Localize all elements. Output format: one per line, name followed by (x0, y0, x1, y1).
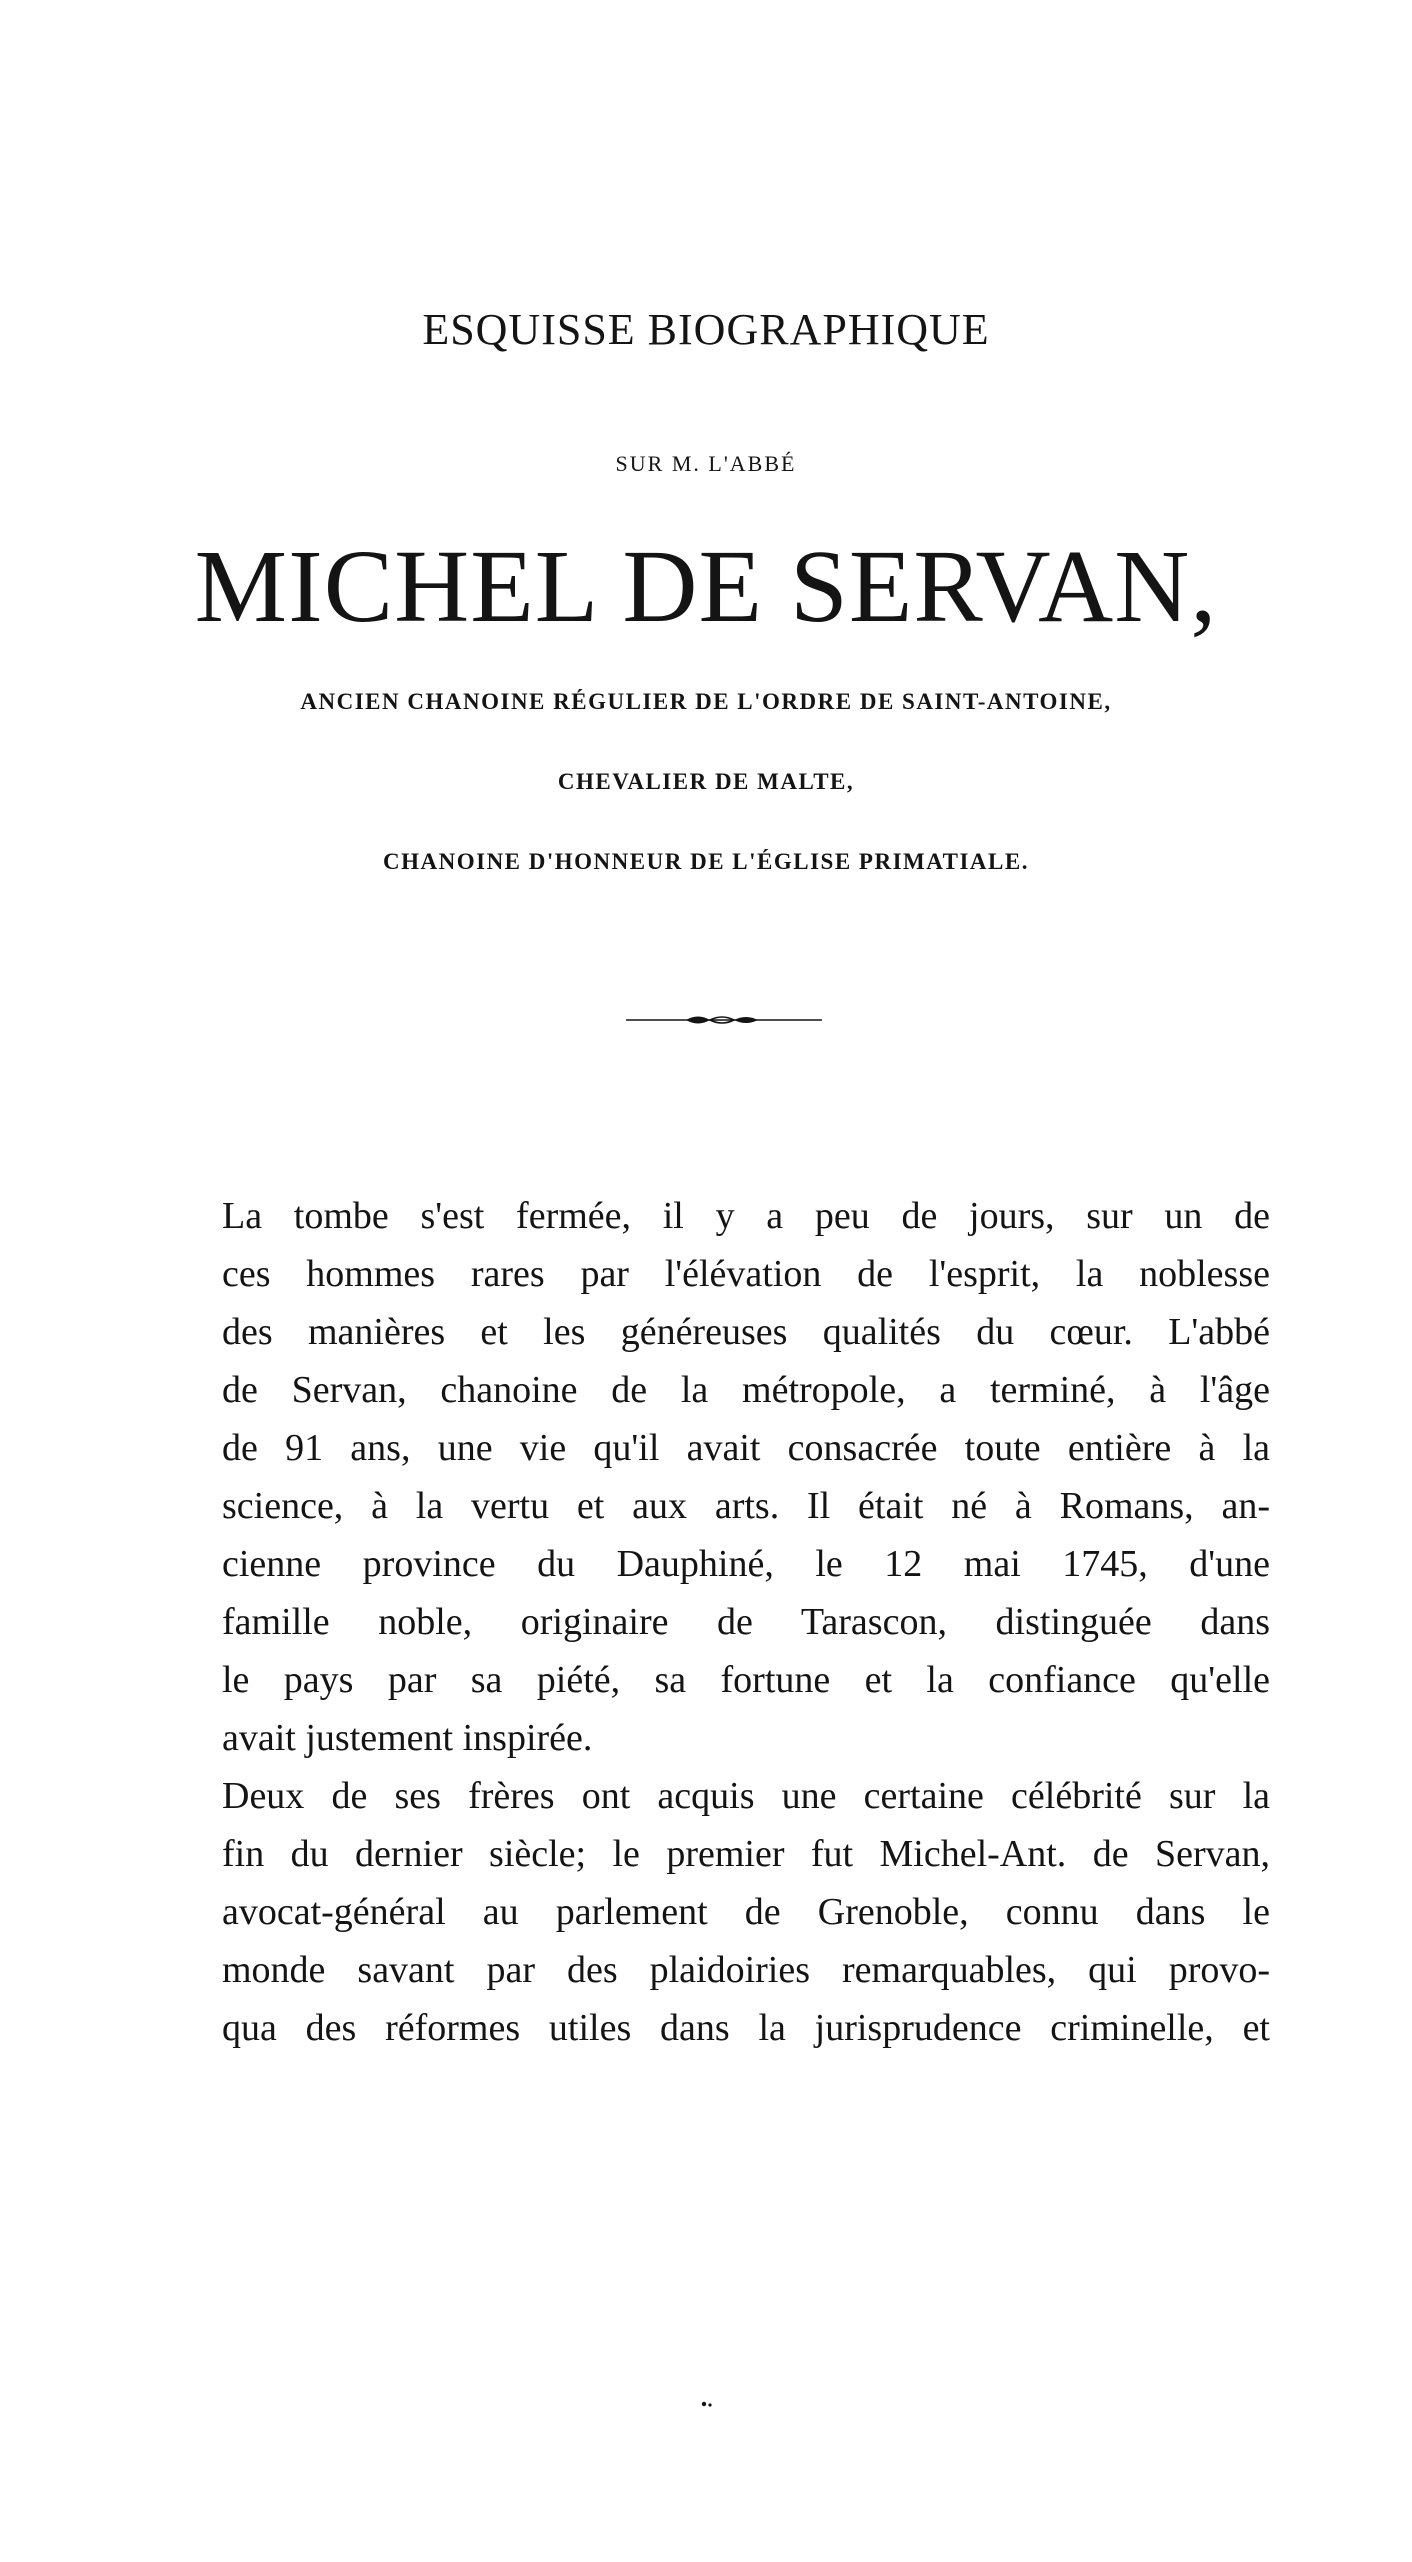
paragraph-2 (222, 1767, 1270, 2057)
text-line: ces hommes rares par l'élévation de l'esprit, la noblesse (222, 1253, 1270, 1295)
text-line: avait justement inspirée. (222, 1717, 593, 1759)
subject-title-line-1: ANCIEN CHANOINE RÉGULIER DE L'ORDRE DE SAINT-ANTOINE, (300, 689, 1112, 714)
text-line: des manières et les généreuses qualités du cœur. L'abbé (222, 1311, 1270, 1353)
subject-name: MICHEL DE SERVAN, (194, 529, 1218, 644)
text-line: La tombe s'est fermée, il y a peu de jours, sur un de (222, 1195, 1270, 1237)
paragraph-1 (222, 1187, 1270, 1767)
ink-speck-icon (700, 2400, 714, 2408)
text-line: cienne province du Dauphiné, le 12 mai 1745, d'une (222, 1543, 1270, 1585)
subject-title-line-2: CHEVALIER DE MALTE, (557, 769, 855, 794)
text-line: avocat-général au parlement de Grenoble, connu dans le (222, 1891, 1270, 1933)
text-line: science, à la vertu et aux arts. Il était né à Romans, an- (222, 1485, 1270, 1527)
text-line: fin du dernier siècle; le premier fut Michel-Ant. de Servan, (222, 1833, 1270, 1875)
text-line: qua des réformes utiles dans la jurisprudence criminelle, et (222, 2007, 1270, 2049)
text-line: de 91 ans, une vie qu'il avait consacrée toute entière à la (222, 1427, 1270, 1469)
text-line: de Servan, chanoine de la métropole, a terminé, à l'âge (222, 1369, 1270, 1411)
ornamental-rule-icon (626, 1010, 822, 1030)
text-line: monde savant par des plaidoiries remarquables, qui provo- (222, 1949, 1270, 1991)
text-line: Deux de ses frères ont acquis une certaine célébrité sur la (222, 1775, 1270, 1817)
text-line: le pays par sa piété, sa fortune et la confiance qu'elle (222, 1659, 1270, 1701)
subject-title-line-3: CHANOINE D'HONNEUR DE L'ÉGLISE PRIMATIALE. (383, 849, 1029, 874)
subject-prefix: SUR M. L'ABBÉ (615, 451, 797, 476)
page-title: ESQUISSE BIOGRAPHIQUE (422, 305, 990, 354)
text-line: famille noble, originaire de Tarascon, distinguée dans (222, 1601, 1270, 1643)
